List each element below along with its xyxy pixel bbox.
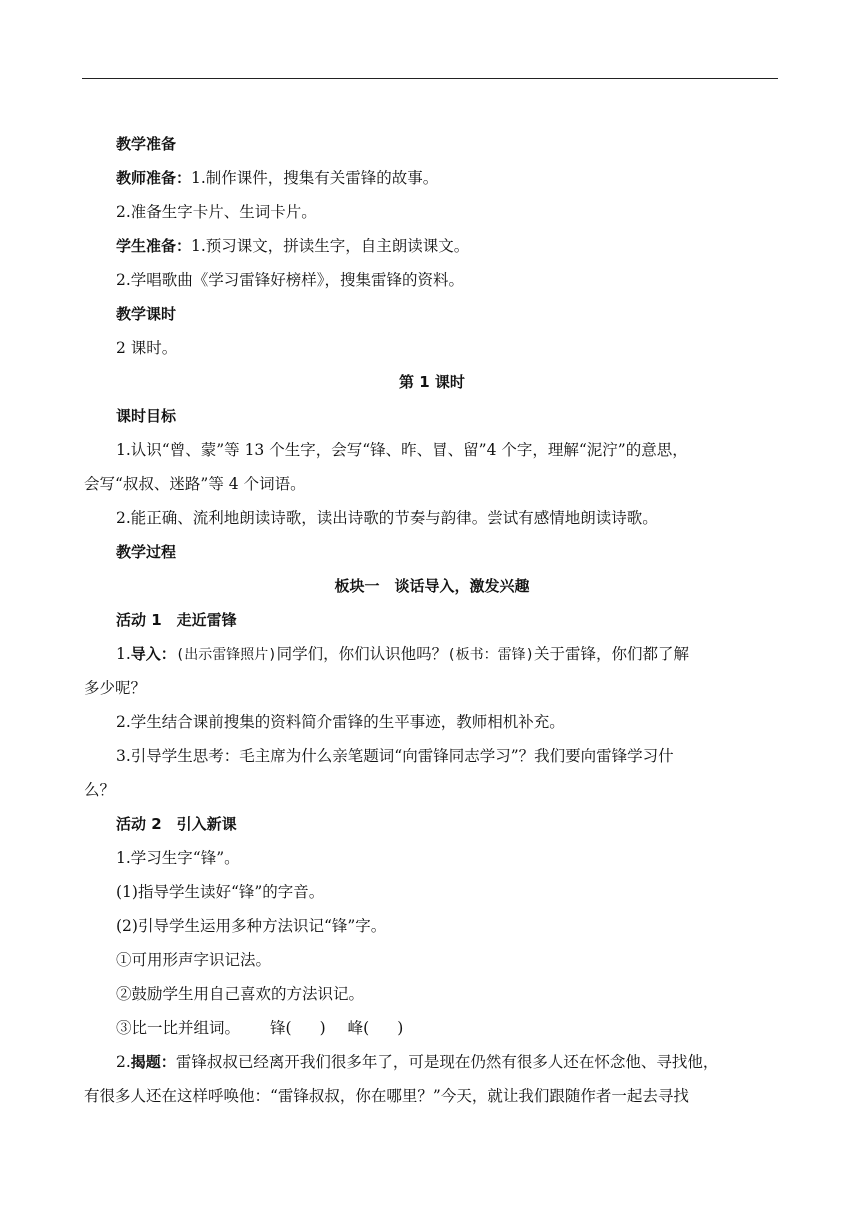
learn-character-a: (1)指导学生读好“锋”的字音。 [116,883,325,901]
step-3-continued: 么？ [84,781,116,799]
learn-character-c1: ①可用形声字识记法。 [116,951,272,969]
heading-teaching-hours: 教学课时 [116,305,177,323]
teacher-prep: 教师准备：1.制作课件，搜集有关雷锋的故事。 [116,169,439,187]
step-3: 3.引导学生思考：毛主席为什么亲笔题词“向雷锋同志学习”？我们要向雷锋学习什 [116,747,674,765]
reveal-title-continued: 有很多人还在这样呼唤他：“雷锋叔叔，你在哪里？”今天，就让我们跟随作者一起去寻找 [84,1087,689,1105]
header-rule [82,78,778,79]
step-2: 2.学生结合课前搜集的资料简介雷锋的生平事迹，教师相机补充。 [116,713,565,731]
heading-teaching-prep: 教学准备 [116,135,177,153]
activity-2-heading: 活动 2 引入新课 [116,815,237,833]
heading-teaching-process: 教学过程 [116,543,177,561]
compare-word-1: 锋( [270,1019,292,1037]
learn-character-c2: ②鼓励学生用自己喜欢的方法识记。 [116,985,365,1003]
goal-1-continued: 会写“叔叔、迷路”等 4 个词语。 [84,475,306,493]
learn-character-c3: ③比一比并组词。 锋( ) 峰( ) [116,1019,404,1037]
learn-character-b: (2)引导学生运用多种方法识记“锋”字。 [116,917,387,935]
intro-step: 1.导入：(出示雷锋照片)同学们，你们认识他吗？(板书：雷锋)关于雷锋，你们都了解 [116,645,690,663]
heading-lesson-goals: 课时目标 [116,407,177,425]
learn-character: 1.学习生字“锋”。 [116,849,240,867]
student-prep: 学生准备：1.预习课文，拼读生字，自主朗读课文。 [116,237,470,255]
goal-1: 1.认识“曾、蒙”等 13 个生字，会写“锋、昨、冒、留”4 个字，理解“泥泞”的意思， [116,441,688,459]
hours-text: 2 课时。 [116,339,178,357]
goal-2: 2.能正确、流利地朗读诗歌，读出诗歌的节奏与韵律。尝试有感情地朗读诗歌。 [116,509,658,527]
block-title: 板块一 谈话导入，激发兴趣 [334,577,530,595]
teacher-prep-item-2: 2.准备生字卡片、生词卡片。 [116,203,317,221]
student-prep-item-2: 2.学唱歌曲《学习雷锋好榜样》，搜集雷锋的资料。 [116,271,465,289]
activity-1-heading: 活动 1 走近雷锋 [116,611,237,629]
lesson-title: 第 1 课时 [399,373,465,391]
compare-word-2: 峰( [347,1019,370,1037]
lesson-plan-body [84,127,780,1113]
intro-step-continued: 多少呢？ [84,679,147,697]
reveal-title: 2.揭题：雷锋叔叔已经离开我们很多年了，可是现在仍然有很多人还在怀念他、寻找他， [116,1053,719,1071]
